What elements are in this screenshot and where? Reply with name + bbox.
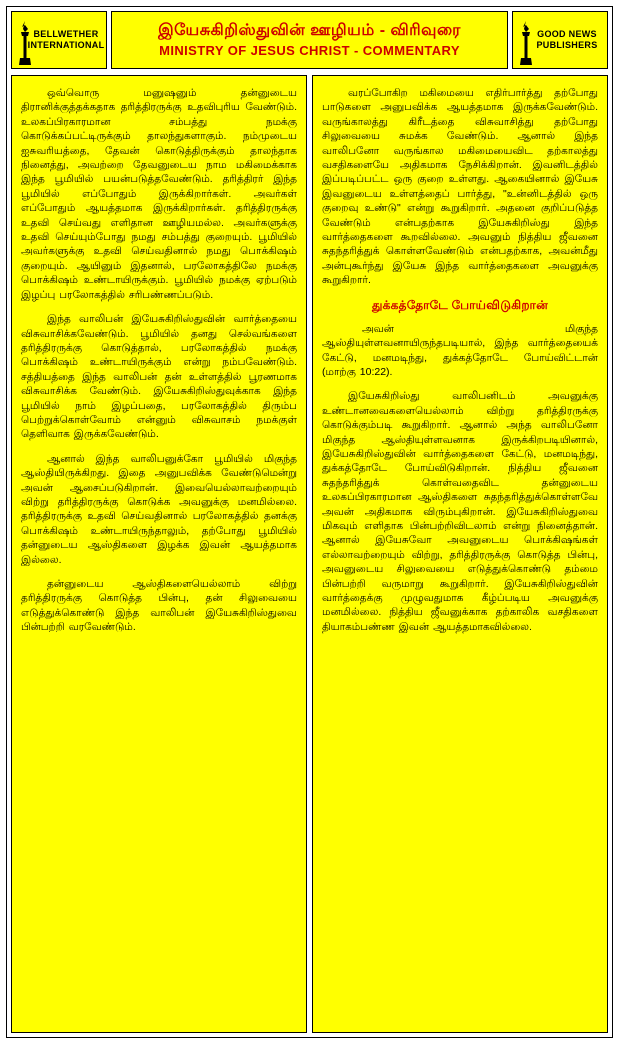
section-heading: துக்கத்தோடே போய்விடுகிறான் (371, 297, 549, 312)
scripture-quote: அவன் மிகுந்த ஆஸ்தியுள்ளவனாயிருந்தபடியால், இந்த வார்த்தையைக் கேட்டு, மனமடிந்து, துக்கத்தோடே போய்விட்டான் (மாற்கு 10:22). (322, 322, 598, 378)
paragraph: இந்த வாலிபன் இயேசுகிறிஸ்துவின் வார்த்தையை விசுவாசிக்கவேண்டும். பூமியில் தனது செல்வங்களை தரித்திரருக்கு கொடுத்தால், பரலோகத்தில் நமக்கு பொக்கிஷம் உண்டாயிருக்கும் என்று நம்பவேண்டும். சத்தியத்தை இந்த வாலிபன் தன் உள்ளத்தில் பூரணமாக விசுவாசிக்க வேண்டும். இயேசுகிறிஸ்துவுக்காக இந்த பூமியில் நாம் இழப்பதை, பரலோகத்தில் திரும்ப பெற்றுக்கொள்வோம் என்னும் விசுவாசம் நமக்குள் தெளிவாக இருக்கவேண்டும். (21, 313, 297, 441)
page-title-tamil: இயேசுகிறிஸ்துவின் ஊழியம் - விரிவுரை (158, 22, 461, 39)
right-column (312, 75, 608, 1033)
publisher-logo-right-line2: PUBLISHERS (536, 40, 598, 50)
publisher-logo-left-line1: BELLWETHER (33, 29, 99, 39)
paragraph: வரப்போகிற மகிமையை எதிர்பார்த்து தற்போது பாடுகளை அனுபவிக்க ஆயத்தமாக இருக்கவேண்டும். வருங்காலத்து கிரீடத்தை விசுவாசித்து தற்போது சிலுவையை சுமக்க வேண்டும். ஆனால் இந்த வாலிபனோ வருங்கால மகிமையைவிட தற்காலத்து வசதிகளையே அதிகமாக நேசிக்கிறான். இவனிடத்தில் இப்படிப்பட்ட ஒரு குறை உள்ளது. ஆகையினால் இயேசு இவனுடைய உள்ளத்தைப் பார்த்து, "உன்னிடத்தில் ஒரு குறைவு உண்டு" என்று கூறுகிறார். அதனை குறிப்படுத்த வேண்டும் என்பதற்காக இயேசுகிறிஸ்து இந்த வார்த்தைகளை கூறவில்லை. அவனும் நித்திய ஜீவனை சுதந்தரித்துக் கொள்ளவேண்டும் என்பதற்காக, அவன்மீது அன்புகூர்ந்து இயேசு இந்த வார்த்தைகளை அவனுக்கு கூறுகிறார். (322, 87, 598, 287)
page-title-english: MINISTRY OF JESUS CHRIST - COMMENTARY (159, 43, 460, 58)
paragraph: தன்னுடைய ஆஸ்திகளையெல்லாம் விற்று தரித்திரருக்கு கொடுத்த பின்பு, தன் சிலுவையை எடுத்துக்கொண்டு இந்த வாலிபன் இயேசுகிறிஸ்துவை பின்பற்றி வரவேண்டும். (21, 578, 297, 634)
publisher-logo-left (11, 11, 107, 69)
publisher-logo-right-line1: GOOD NEWS (537, 29, 597, 39)
document-body (7, 73, 612, 1037)
paragraph: ஒவ்வொரு மனுஷனும் தன்னுடைய திரானிக்குத்தக்கதாக தரித்திரருக்கு உதவிபுரிய வேண்டும். உலகப்பிரகாரமான சம்பத்து நமக்கு கொடுக்கப்பட்டிருக்கும் தாலந்துகளாகும். நம்முடைய ஐசுவரியத்தை, தேவன் கொடுத்திருக்கும் தாலந்தாக நினைத்து, அவற்றை தேவனுடைய நாம மகிமைக்காக இந்த பூமியில் பயன்படுத்தவேண்டும். தரித்திரர் இந்த பூமியில் எப்போதும் இருக்கிறார்கள். அவர்கள் எப்போதும் ஆயத்தமாக இருக்கிறார்கள். தரித்திரருக்கு உதவி செய்வது எளிதான ஊழியமல்ல. அவர்களுக்கு உதவி செய்யும்போது நமது சம்பத்து குறையும். பூமியில் அவர்களுக்கு உதவி செய்வதினால் நமது பொக்கிஷம் குறையும். ஆயினும் இதனால், பரலோகத்திலே நமக்கு பொக்கிஷம் உண்டாயிருக்கும். பூமியில் நமக்கு ஏற்படும் இழப்பு பரலோகத்தில் சரிபண்ணப்படும். (21, 87, 297, 301)
document-header (7, 7, 612, 73)
torch-icon (518, 20, 534, 66)
document-sheet (6, 6, 613, 1038)
paragraph: இயேசுகிறிஸ்து வாலிபனிடம் அவனுக்கு உண்டானவைகளையெல்லாம் விற்று தரித்திரருக்கு கொடுக்கும்படி கூறுகிறார். ஆனால் அந்த வாலிபனோ மிகுந்த ஆஸ்தியுள்ளவனாக இருக்கிறபடியினால், இயேசுகிறிஸ்துவின் வார்த்தைகளை கேட்டு, மனமடிந்து, துக்கத்தோடே போய்விடுகிறான். நித்திய ஜீவனை சுதந்தரித்துக் கொள்வதைவிட தன்னுடைய உலகப்பிரகாரமான ஆஸ்திகளை சுதந்தரித்துக்கொள்ளவே அவன் அதிகமாக விரும்புகிறான். இயேசுகிறிஸ்துவை மிகவும் எளிதாக பின்பற்றிவிடலாம் என்று நினைத்தான். ஆனால் இயேசுவோ அவனுடைய பொக்கிஷங்கள் எல்லாவற்றையும் விற்று, தரித்திரருக்கு கொடுத்த பின்பு, அவனுடைய சிலுவையை எடுத்துக்கொண்டு தம்மை பின்பற்றி வருமாறு கூறுகிறார். இயேசுகிறிஸ்துவின் வார்த்தைக்கு முழுவதுமாக கீழ்ப்படிய அவனுக்கு மனமில்லை. நித்திய ஜீவனுக்காக தற்காலிக வசதிகளை தியாகம்பண்ண இவன் ஆயத்தமாகவில்லை. (322, 390, 598, 633)
publisher-logo-left-line2: INTERNATIONAL (27, 40, 105, 50)
torch-icon (17, 20, 33, 66)
paragraph: ஆனால் இந்த வாலிபனுக்கோ பூமியில் மிகுந்த ஆஸ்தியிருக்கிறது. இதை அனுபவிக்க வேண்டுமென்று அவன் ஆசைப்படுகிறான். இவையெல்லாவற்றையும் விற்று தரித்திரருக்கு கொடுக்க அவனுக்கு மனமில்லை. தரித்திரருக்கு உதவி செய்வதினால் பரலோகத்தில் தனக்கு பொக்கிஷம் உண்டாயிருந்தாலும், தற்போது பூமியில் தன்னுடைய ஆஸ்திகளை இழக்க இவன் ஆயத்தமாக இல்லை. (21, 452, 297, 566)
publisher-logo-right (512, 11, 608, 69)
document-title-block (111, 11, 508, 69)
left-column (11, 75, 307, 1033)
